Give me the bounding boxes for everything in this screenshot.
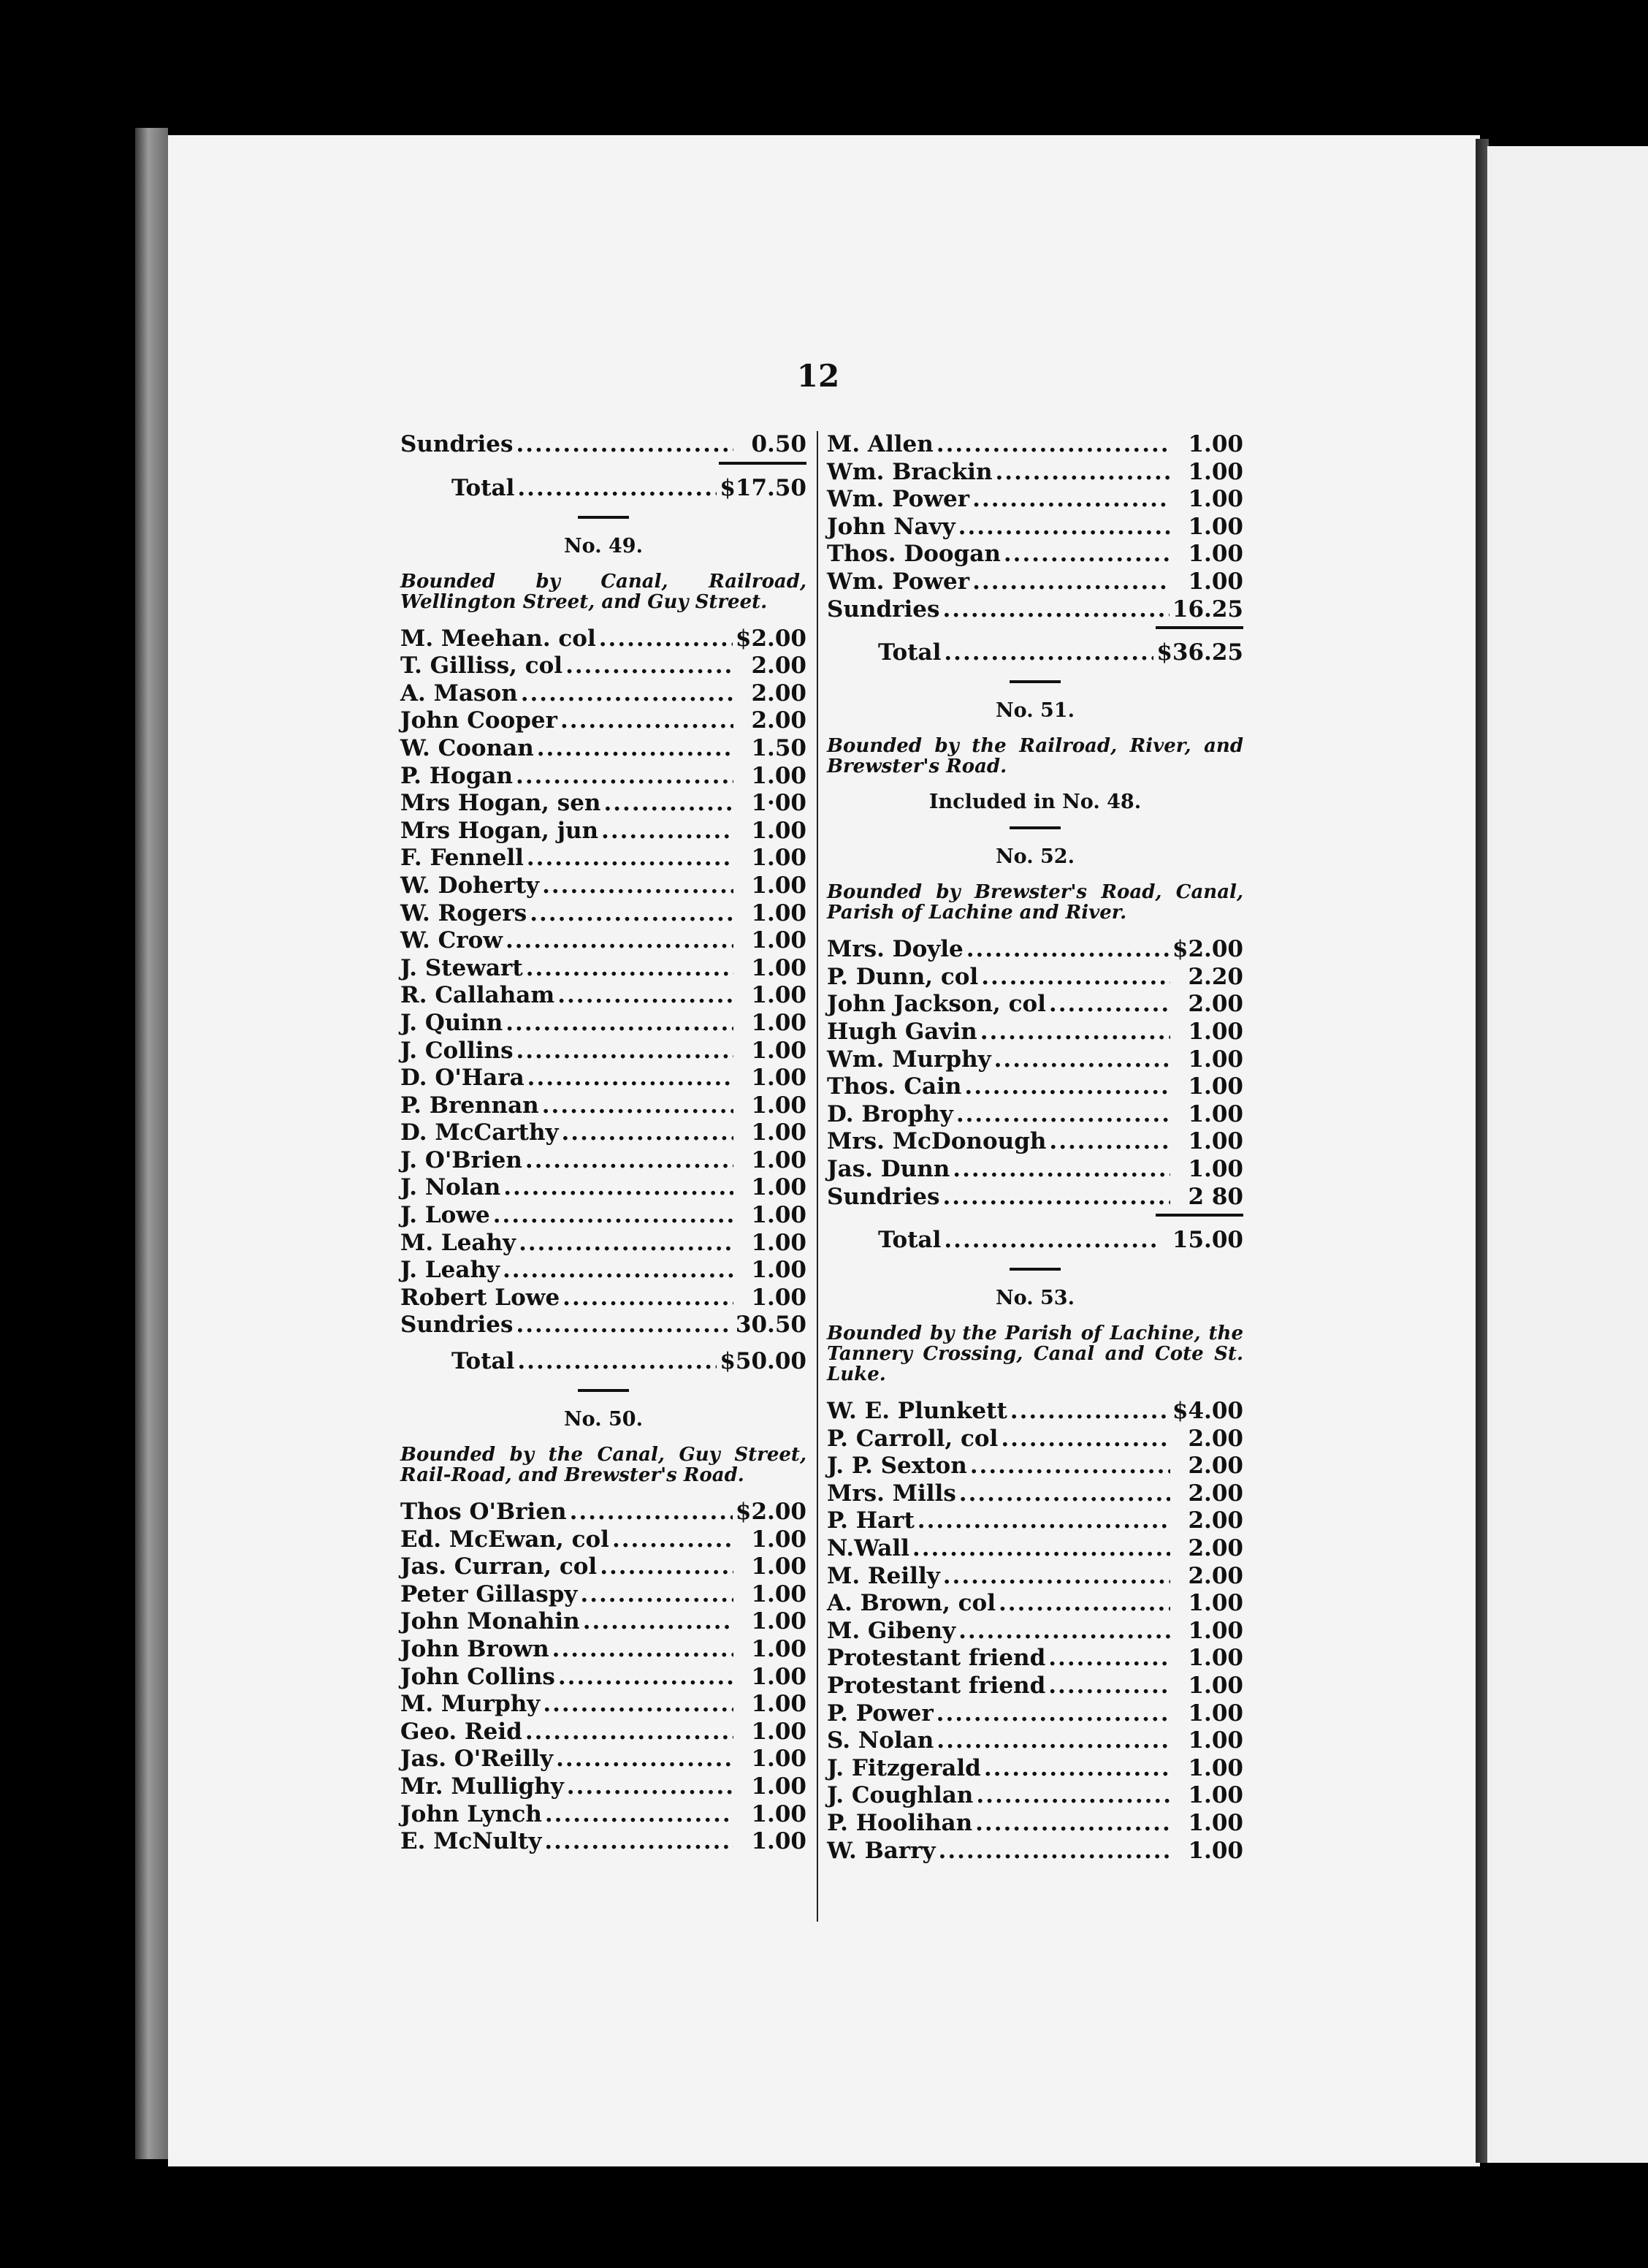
- entry-amount: 1.00: [751, 1608, 806, 1635]
- entry-amount: 2.00: [1188, 1453, 1243, 1480]
- entry-amount: 1.00: [1188, 1673, 1243, 1700]
- entry-amount: 1.00: [751, 1580, 806, 1607]
- entry-row: [827, 1101, 1243, 1129]
- entry-amount: 1.00: [751, 1773, 806, 1800]
- entry-amount: 1.00: [751, 872, 806, 899]
- entry-name: D. McCarthy: [400, 1119, 559, 1146]
- entry-name: Mrs. Mills: [827, 1480, 956, 1507]
- entry-name: Jas. Curran, col: [400, 1553, 598, 1580]
- entry-amount: 2.00: [1188, 1480, 1243, 1507]
- total-row: [400, 1348, 806, 1377]
- total-row: [400, 475, 806, 504]
- entry-row: [827, 1618, 1243, 1645]
- entry-name: Mr. Mullighy: [400, 1773, 564, 1800]
- total-amount: $36.25: [1156, 639, 1243, 666]
- entry-row: [400, 872, 806, 900]
- page-number: 12: [796, 358, 840, 394]
- entry-row: [827, 459, 1243, 487]
- entry-name: P. Hogan: [400, 762, 514, 789]
- column-divider: [817, 431, 818, 1922]
- section-rule: [1010, 826, 1061, 829]
- entry-name: M. Reilly: [827, 1562, 940, 1589]
- entry-name: Wm. Brackin: [827, 458, 993, 485]
- entry-name: John Navy: [827, 513, 955, 540]
- entry-amount: 1.00: [751, 954, 806, 981]
- section-number: No. 51.: [996, 699, 1075, 723]
- entry-amount: $2.00: [1172, 936, 1243, 963]
- entry-row: [400, 1257, 806, 1285]
- entry-row: [400, 1526, 806, 1554]
- entry-row: [827, 1507, 1243, 1535]
- entry-row: [400, 1773, 806, 1801]
- entry-name: A. Brown, col: [827, 1590, 996, 1617]
- entry-amount: 1.00: [751, 1691, 806, 1718]
- entry-name: W. Rogers: [400, 899, 527, 926]
- entry-name: Protestant friend: [827, 1673, 1046, 1700]
- entry-row: [827, 991, 1243, 1019]
- entry-amount: $2.00: [735, 625, 806, 652]
- entry-name: Sundries: [400, 431, 514, 457]
- entry-name: Thos. Cain: [827, 1073, 962, 1100]
- entry-name: John Monahin: [400, 1608, 580, 1635]
- section-list: [827, 1398, 1243, 1865]
- right-column: [827, 431, 1243, 1865]
- entry-name: Peter Gillaspy: [400, 1580, 578, 1607]
- entry-amount: 1.00: [1188, 486, 1243, 513]
- entry-amount: 1.00: [1188, 568, 1243, 595]
- entry-name: M. Murphy: [400, 1691, 541, 1718]
- entry-amount: 1.00: [751, 1553, 806, 1580]
- section-number: No. 53.: [996, 1287, 1075, 1310]
- entry-row: [827, 431, 1243, 459]
- total-amount: $50.00: [720, 1348, 806, 1375]
- entry-name: Sundries: [827, 595, 940, 623]
- section-number: No. 49.: [564, 534, 643, 558]
- entry-amount: $4.00: [1172, 1398, 1243, 1425]
- entry-row: [400, 1230, 806, 1257]
- entry-amount: 2.00: [1188, 1535, 1243, 1562]
- entry-name: S. Nolan: [827, 1727, 934, 1754]
- entry-amount: $2.00: [735, 1499, 806, 1526]
- entry-row: [827, 1019, 1243, 1046]
- entry-name: M. Leahy: [400, 1229, 516, 1256]
- entry-name: J. Fitzgerald: [827, 1754, 981, 1781]
- entry-amount: 1.00: [751, 1146, 806, 1173]
- entry-amount: 1.00: [1188, 513, 1243, 540]
- entry-amount: 1.50: [751, 734, 806, 761]
- entry-row: [400, 1147, 806, 1175]
- entry-row: [400, 1581, 806, 1609]
- entry-amount: 1.00: [751, 1800, 806, 1827]
- entry-amount: 2.00: [1188, 1507, 1243, 1534]
- section-bounds: Bounded by Canal, Railroad, Wellington Street, and Guy Street.: [400, 570, 806, 613]
- entry-amount: 1.00: [751, 1229, 806, 1256]
- section-number: No. 52.: [996, 845, 1075, 869]
- entry-name: R. Callaham: [400, 982, 555, 1009]
- total-row: [827, 1227, 1243, 1256]
- entry-name: Jas. Dunn: [827, 1155, 950, 1182]
- entry-amount: 1.00: [1188, 1590, 1243, 1617]
- entry-amount: 1.00: [1188, 1617, 1243, 1644]
- entry-amount: 1.00: [1188, 1754, 1243, 1781]
- entry-name: J. Nolan: [400, 1174, 501, 1201]
- entry-row: [400, 1691, 806, 1719]
- entry-row: [400, 1608, 806, 1636]
- entry-amount: 1.00: [751, 1746, 806, 1773]
- total-label: Total: [878, 1227, 942, 1254]
- entry-amount: 1.00: [751, 1065, 806, 1092]
- entry-amount: 1.00: [1188, 1782, 1243, 1809]
- entry-row: [827, 1700, 1243, 1728]
- entry-row: [827, 1755, 1243, 1783]
- entry-row: [400, 652, 806, 680]
- entry-name: Mrs Hogan, sen: [400, 790, 601, 817]
- entry-amount: 1.00: [1188, 1128, 1243, 1155]
- entry-name: John Lynch: [400, 1800, 542, 1827]
- entry-amount: 1.00: [751, 899, 806, 926]
- section-list: [400, 625, 806, 1339]
- entry-amount: 1.00: [751, 1257, 806, 1284]
- entry-row: [400, 431, 806, 459]
- entry-row: [827, 541, 1243, 568]
- entry-name: M. Meehan. col: [400, 625, 596, 652]
- entry-row: [400, 900, 806, 928]
- entry-amount: 1.00: [751, 1202, 806, 1229]
- entry-row: [400, 1664, 806, 1692]
- entry-row: [827, 1535, 1243, 1563]
- section-note: Included in No. 48.: [928, 791, 1142, 814]
- entry-amount: 1.00: [751, 762, 806, 789]
- entry-amount: 1.00: [751, 1718, 806, 1745]
- entry-row: [400, 625, 806, 653]
- entry-row: [400, 1746, 806, 1773]
- entry-row: [827, 1838, 1243, 1865]
- entry-row: [400, 982, 806, 1010]
- entry-name: Mrs Hogan, jun: [400, 817, 599, 844]
- entry-name: J. Quinn: [400, 1009, 503, 1036]
- entry-name: M. Gibeny: [827, 1617, 956, 1644]
- entry-amount: 0.50: [751, 431, 806, 457]
- entry-row: [400, 1801, 806, 1829]
- entry-name: Protestant friend: [827, 1645, 1046, 1672]
- entry-name: W. Crow: [400, 927, 503, 954]
- total-label: Total: [451, 474, 515, 501]
- entry-row: [827, 1426, 1243, 1453]
- entry-amount: 1.00: [1188, 1100, 1243, 1127]
- entry-amount: 1.00: [751, 927, 806, 954]
- section-list: [827, 936, 1243, 1211]
- entry-amount: 1.00: [751, 1663, 806, 1690]
- entry-row: [400, 927, 806, 955]
- entry-row: [827, 1453, 1243, 1480]
- entry-name: John Collins: [400, 1663, 555, 1690]
- entry-row: [400, 818, 806, 845]
- entry-name: P. Dunn, col: [827, 963, 979, 990]
- entry-amount: 1.00: [751, 1636, 806, 1662]
- total-label: Total: [451, 1348, 515, 1375]
- entry-row: [827, 1590, 1243, 1618]
- entry-name: P. Power: [827, 1700, 934, 1727]
- entry-name: A. Mason: [400, 680, 518, 707]
- entry-name: P. Hart: [827, 1507, 915, 1534]
- entry-row: [400, 680, 806, 708]
- entry-amount: 1.00: [751, 1037, 806, 1064]
- entry-amount: 1.00: [1188, 1700, 1243, 1727]
- entry-name: Jas. O'Reilly: [400, 1746, 554, 1773]
- entry-amount: 1.00: [1188, 1018, 1243, 1045]
- entry-row: [400, 845, 806, 872]
- entry-row: [400, 790, 806, 818]
- entry-amount: 16.25: [1172, 595, 1243, 623]
- entry-row: [400, 1553, 806, 1581]
- entry-amount: 2.00: [1188, 1562, 1243, 1589]
- entry-name: P. Hoolihan: [827, 1810, 973, 1836]
- total-rule: [1156, 1214, 1243, 1217]
- entry-name: N.Wall: [827, 1535, 909, 1562]
- entry-row: [400, 1285, 806, 1312]
- entry-name: J. Lowe: [400, 1202, 490, 1229]
- entry-amount: 1.00: [751, 1526, 806, 1553]
- entry-row: [400, 1828, 806, 1856]
- entry-amount: 1.00: [751, 845, 806, 872]
- total-rule: [719, 462, 806, 465]
- entry-name: W. Barry: [827, 1837, 936, 1864]
- entry-name: J. Collins: [400, 1037, 514, 1064]
- entry-amount: 1.00: [1188, 458, 1243, 485]
- total-amount: $17.50: [720, 474, 806, 501]
- entry-row: [827, 1645, 1243, 1673]
- entry-amount: 1.00: [1188, 1810, 1243, 1836]
- entry-name: W. Doherty: [400, 872, 540, 899]
- entry-row: [400, 1312, 806, 1339]
- entry-amount: 1.00: [751, 1009, 806, 1036]
- entry-amount: 1.00: [1188, 1727, 1243, 1754]
- entry-row: [827, 486, 1243, 514]
- entry-name: Ed. McEwan, col: [400, 1526, 609, 1553]
- entry-amount: 1.00: [1188, 431, 1243, 457]
- entry-name: Mrs. McDonough: [827, 1128, 1047, 1155]
- entry-amount: 2 80: [1188, 1183, 1243, 1210]
- entry-name: J. P. Sexton: [827, 1453, 967, 1480]
- entry-amount: 1.00: [1188, 1046, 1243, 1073]
- entry-row: [827, 1398, 1243, 1426]
- document-page: [168, 135, 1480, 2166]
- entry-amount: 1.00: [1188, 1073, 1243, 1100]
- section-rule: [1010, 1268, 1061, 1271]
- entry-name: Hugh Gavin: [827, 1018, 977, 1045]
- entry-amount: 30.50: [735, 1312, 806, 1339]
- entry-amount: 2.00: [1188, 1425, 1243, 1452]
- total-amount: 15.00: [1172, 1227, 1243, 1254]
- entry-row: [400, 1038, 806, 1065]
- entry-name: E. McNulty: [400, 1828, 542, 1855]
- entry-row: [400, 1174, 806, 1202]
- entry-row: [400, 1719, 806, 1746]
- section-bounds: Bounded by the Canal, Guy Street, Rail-Road, and Brewster's Road.: [400, 1444, 806, 1487]
- entry-row: [827, 1046, 1243, 1074]
- entry-row: [827, 1673, 1243, 1700]
- section-rule: [578, 516, 629, 519]
- entry-name: D. O'Hara: [400, 1065, 524, 1092]
- entry-name: J. O'Brien: [400, 1146, 522, 1173]
- entry-row: [827, 1810, 1243, 1838]
- entry-row: [827, 1563, 1243, 1591]
- entry-row: [400, 1119, 806, 1147]
- entry-amount: 1.00: [1188, 1645, 1243, 1672]
- entry-amount: 1.00: [751, 1119, 806, 1146]
- entry-amount: 1.00: [1188, 541, 1243, 568]
- entry-amount: 2.00: [751, 680, 806, 707]
- total-label: Total: [878, 639, 942, 666]
- total-rule: [1156, 626, 1243, 629]
- entry-row: [400, 1010, 806, 1038]
- entry-amount: 2.00: [751, 707, 806, 734]
- entry-name: W. Coonan: [400, 734, 534, 761]
- entry-row: [827, 936, 1243, 964]
- total-row: [827, 639, 1243, 669]
- left-column: [400, 431, 806, 1856]
- entry-amount: 1.00: [751, 982, 806, 1009]
- entry-name: John Brown: [400, 1636, 549, 1662]
- section-bounds: Bounded by the Parish of Lachine, the Tannery Crossing, Canal and Cote St. Luke.: [827, 1323, 1243, 1386]
- entry-name: Wm. Power: [827, 568, 970, 595]
- entry-name: Geo. Reid: [400, 1718, 522, 1745]
- section-rule: [578, 1389, 629, 1392]
- right-top-list: [827, 431, 1243, 623]
- entry-row: [827, 514, 1243, 541]
- entry-name: M. Allen: [827, 431, 934, 457]
- entry-name: J. Leahy: [400, 1257, 500, 1284]
- entry-row: [827, 964, 1243, 992]
- entry-name: Thos. Doogan: [827, 541, 1001, 568]
- section-bounds: Bounded by the Railroad, River, and Brewster's Road.: [827, 735, 1243, 778]
- page-edge: [135, 128, 168, 2159]
- entry-row: [400, 1636, 806, 1664]
- entry-amount: 1.00: [751, 1828, 806, 1855]
- entry-amount: 1.00: [751, 817, 806, 844]
- entry-amount: 1.00: [1188, 1837, 1243, 1864]
- entry-name: Robert Lowe: [400, 1284, 560, 1311]
- entry-name: P. Brennan: [400, 1092, 539, 1119]
- entry-amount: 1.00: [1188, 1155, 1243, 1182]
- entry-name: John Cooper: [400, 707, 557, 734]
- section-rule: [1010, 680, 1061, 683]
- entry-row: [400, 1202, 806, 1230]
- entry-row: [400, 735, 806, 763]
- entry-row: [400, 763, 806, 791]
- entry-name: Sundries: [400, 1312, 514, 1339]
- entry-amount: 2.00: [1188, 991, 1243, 1018]
- entry-row: [827, 1128, 1243, 1156]
- entry-row: [400, 1065, 806, 1092]
- entry-row: [827, 1480, 1243, 1508]
- entry-amount: 1.00: [751, 1284, 806, 1311]
- entry-name: Thos O'Brien: [400, 1499, 567, 1526]
- entry-row: [400, 1092, 806, 1120]
- entry-name: Wm. Power: [827, 486, 970, 513]
- entry-amount: 1·00: [751, 790, 806, 817]
- entry-name: T. Gilliss, col: [400, 652, 563, 680]
- entry-row: [827, 1073, 1243, 1101]
- entry-name: Sundries: [827, 1183, 940, 1210]
- left-top-list: [400, 431, 806, 459]
- entry-name: J. Coughlan: [827, 1782, 974, 1809]
- entry-name: J. Stewart: [400, 954, 523, 981]
- section-list: [400, 1499, 806, 1856]
- entry-name: D. Brophy: [827, 1100, 953, 1127]
- entry-row: [827, 596, 1243, 624]
- entry-name: F. Fennell: [400, 845, 524, 872]
- entry-name: Mrs. Doyle: [827, 936, 964, 963]
- entry-row: [400, 707, 806, 735]
- entry-amount: 2.20: [1188, 963, 1243, 990]
- entry-row: [400, 955, 806, 983]
- entry-name: Wm. Murphy: [827, 1046, 991, 1073]
- entry-row: [827, 1184, 1243, 1211]
- entry-row: [827, 568, 1243, 596]
- entry-amount: 1.00: [751, 1174, 806, 1201]
- section-bounds: Bounded by Brewster's Road, Canal, Parish of Lachine and River.: [827, 881, 1243, 924]
- entry-row: [827, 1156, 1243, 1184]
- entry-amount: 2.00: [751, 652, 806, 680]
- next-page-edge: [1487, 146, 1648, 2163]
- entry-row: [827, 1727, 1243, 1755]
- entry-name: W. E. Plunkett: [827, 1398, 1007, 1425]
- entry-row: [400, 1499, 806, 1526]
- section-number: No. 50.: [564, 1408, 643, 1431]
- entry-name: P. Carroll, col: [827, 1425, 999, 1452]
- entry-row: [827, 1782, 1243, 1810]
- entry-name: John Jackson, col: [827, 991, 1046, 1018]
- entry-amount: 1.00: [751, 1092, 806, 1119]
